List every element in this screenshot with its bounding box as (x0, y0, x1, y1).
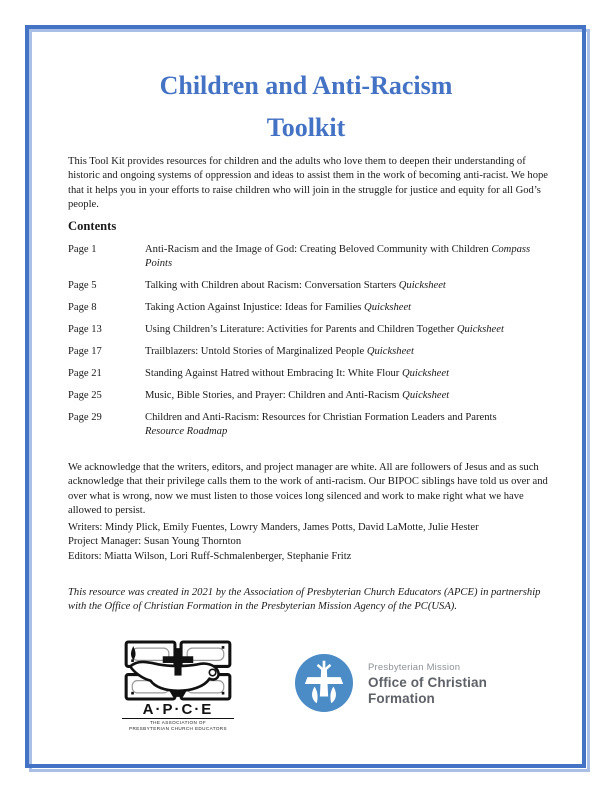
toc-title-text: Using Children’s Literature: Activities for Parents and Children Together (145, 324, 455, 336)
toc-title (145, 243, 537, 272)
toc-entry (68, 389, 548, 403)
toc-title (145, 389, 537, 403)
toc-entry (68, 323, 548, 337)
toc-title-text: Anti-Racism and the Image of God: Creating Beloved Community with Children (145, 244, 489, 255)
contents-heading: Contents (68, 219, 117, 233)
toc-title (145, 323, 537, 337)
document-title-line2: Toolkit (266, 113, 346, 142)
toc-title (145, 279, 537, 293)
attribution-note: This resource was created in 2021 by the Association of Presbyterian Church Educators (APCE) in partnership with the Office of Christian Formation in the Presbyterian Mission Agency of the PC(USA). (68, 587, 541, 613)
toc-entry (68, 411, 548, 440)
toc-page-number: Page 25 (68, 389, 102, 401)
toc-entry (68, 345, 548, 359)
toc-page-number: Page 17 (68, 346, 102, 358)
toc-resource-type: Compass Points (145, 244, 531, 270)
toc-entry (68, 243, 548, 272)
toc-entry (68, 367, 548, 381)
acknowledgment-paragraph: We acknowledge that the writers, editors, and project manager are white. All are followers of Jesus and as such acknowledge that their privilege calls them to the work of anti-racism. Our BIPOC siblings have told us over and over what is wrong, now we must listen to those voices long silenced and work to make right what we have allowed to persist. (68, 462, 548, 517)
apce-subtitle (122, 718, 234, 731)
toc-title-text: Standing Against Hatred without Embracing It: White Flour (145, 367, 400, 379)
toc-resource-type: Quicksheet (398, 280, 446, 292)
toc-resource-type: Quicksheet (364, 302, 412, 314)
presbyterian-mission-logo (295, 654, 510, 712)
document-title-line1: Children and Anti-Racism (159, 71, 453, 100)
apce-logo (122, 640, 234, 731)
toc-page-number: Page 13 (68, 324, 102, 336)
office-of-christian-formation-label: Office of Christian Formation (368, 675, 487, 706)
apce-lamp-cross-icon (124, 640, 232, 701)
toc-entry (68, 301, 548, 315)
toc-page-number: Page 5 (68, 280, 97, 292)
table-of-contents (68, 243, 548, 447)
intro-paragraph: This Tool Kit provides resources for children and the adults who love them to deepen their understanding of historic and ongoing systems of oppression and ideas to assist them in the work of becoming anti-racist. We hope that it helps you in your efforts to raise children who will join in the struggle for justice and equity for all God’s people. (68, 156, 548, 211)
toc-resource-type: Quicksheet (402, 389, 450, 401)
toc-title-text: Music, Bible Stories, and Prayer: Children and Anti-Racism (145, 389, 400, 401)
toc-title (145, 345, 537, 359)
credits-project-manager: Project Manager: Susan Young Thornton (68, 536, 242, 548)
toc-title (145, 367, 537, 381)
toc-title (145, 411, 537, 440)
toc-resource-type: Quicksheet (456, 324, 504, 336)
toc-resource-type: Quicksheet (366, 346, 414, 358)
presbyterian-seal-icon (295, 654, 353, 712)
apce-subtitle-line1: THE ASSOCIATION OF (149, 720, 207, 725)
credits-editors: Editors: Miatta Wilson, Lori Ruff-Schmalenberger, Stephanie Fritz (68, 550, 352, 562)
toc-title-text: Talking with Children about Racism: Conversation Starters (145, 280, 397, 292)
presbyterian-mission-label: Presbyterian Mission (368, 662, 461, 673)
toc-title-text: Children and Anti-Racism: Resources for Christian Formation Leaders and Parents (145, 411, 497, 423)
credits-block (68, 521, 548, 564)
apce-subtitle-line2: PRESBYTERIAN CHURCH EDUCATORS (129, 725, 227, 731)
apce-acronym: A·P·C·E (142, 701, 214, 718)
toc-entry (68, 279, 548, 293)
credits-writers: Writers: Mindy Plick, Emily Fuentes, Lowry Manders, James Potts, David LaMotte, Julie Hester (68, 522, 479, 533)
toc-page-number: Page 29 (68, 411, 102, 423)
toc-page-number: Page 21 (68, 367, 102, 379)
toc-title-text: Taking Action Against Injustice: Ideas for Families (145, 302, 362, 314)
toc-resource-type: Quicksheet (401, 367, 450, 379)
toc-page-number: Page 8 (68, 302, 97, 314)
toc-page-number: Page 1 (68, 244, 97, 255)
presbyterian-logo-text (368, 654, 510, 706)
toc-title-text: Trailblazers: Untold Stories of Marginalized People (145, 346, 365, 358)
toc-resource-type: Resource Roadmap (145, 426, 228, 438)
toc-title (145, 301, 537, 315)
